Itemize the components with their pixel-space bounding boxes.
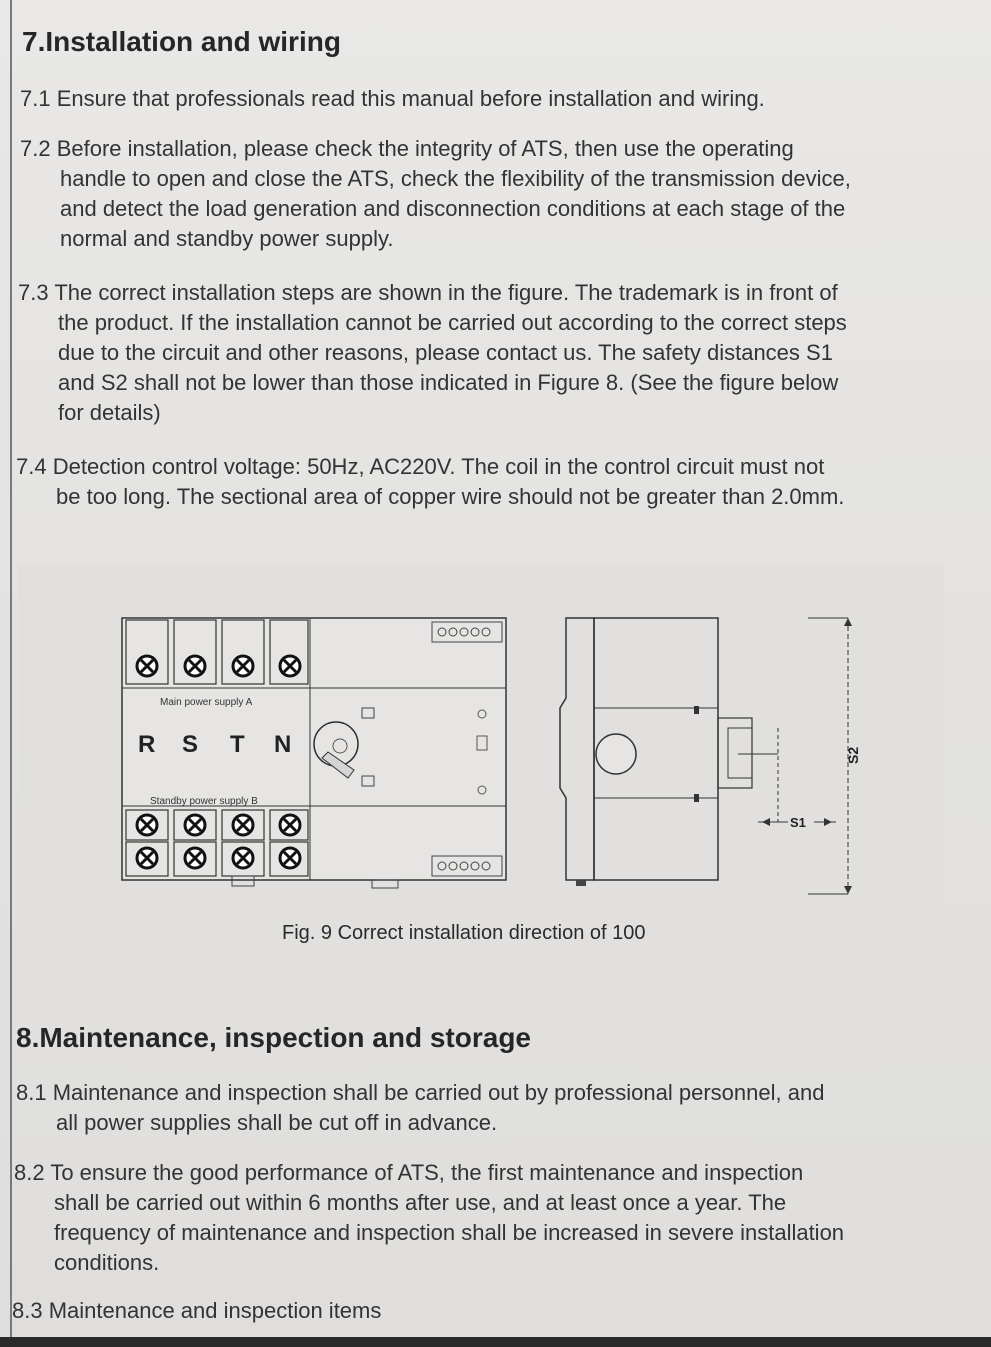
phase-s: S — [182, 731, 199, 758]
para-num: 7.1 — [20, 86, 51, 111]
para-line: normal and standby power supply. — [60, 226, 394, 251]
para-text: The correct installation steps are shown in the figure. The trademark is in front of — [54, 280, 838, 305]
para-line: for details) — [58, 400, 161, 425]
standby-power-label: Standby power supply B — [150, 796, 258, 807]
section-7-title: 7.Installation and wiring — [22, 26, 341, 57]
para-text: Ensure that professionals read this manual before installation and wiring. — [56, 86, 765, 111]
para-line: conditions. — [54, 1250, 160, 1275]
paragraph-7-3 — [18, 278, 847, 428]
para-text: Maintenance and inspection items — [48, 1298, 382, 1323]
para-text: Maintenance and inspection shall be carried out by professional personnel, and — [52, 1080, 825, 1105]
para-num: 8.2 — [14, 1160, 45, 1185]
para-line: be too long. The sectional area of copper wire should not be greater than 2.0mm. — [56, 484, 845, 509]
phase-t: T — [230, 731, 245, 758]
para-line: and detect the load generation and disconnection conditions at each stage of the — [60, 196, 846, 221]
s1-label: S1 — [790, 815, 806, 830]
paragraph-8-2 — [14, 1158, 844, 1278]
installation-figure — [18, 566, 943, 978]
para-text: Detection control voltage: 50Hz, AC220V. The coil in the control circuit must not — [52, 454, 825, 479]
para-line: frequency of maintenance and inspection shall be increased in severe installation — [54, 1220, 845, 1245]
section-8-title: 8.Maintenance, inspection and storage — [16, 1022, 532, 1053]
s2-label: S2 — [845, 746, 861, 764]
para-num: 7.4 — [16, 454, 47, 479]
paragraph-8-1 — [16, 1078, 824, 1138]
para-num: 7.2 — [20, 136, 51, 161]
para-line: and S2 shall not be lower than those indicated in Figure 8. (See the figure below — [58, 370, 839, 395]
page-bottom-shadow — [0, 1337, 991, 1347]
para-num: 8.3 — [12, 1298, 43, 1323]
figure-caption: Fig. 9 Correct installation direction of 100 — [282, 922, 646, 944]
para-num: 8.1 — [16, 1080, 47, 1105]
page-edge — [10, 0, 12, 1347]
ats-front-view — [122, 618, 506, 888]
main-power-label: Main power supply A — [160, 697, 253, 708]
paragraph-7-1 — [20, 84, 765, 114]
para-text: Before installation, please check the integrity of ATS, then use the operating — [56, 136, 794, 161]
para-line: due to the circuit and other reasons, please contact us. The safety distances S1 — [58, 340, 833, 365]
paragraph-7-2 — [20, 134, 851, 254]
para-line: shall be carried out within 6 months after use, and at least once a year. The — [54, 1190, 787, 1215]
para-line: the product. If the installation cannot be carried out according to the correct steps — [58, 310, 847, 335]
ats-side-view — [560, 618, 861, 894]
paragraph-7-4 — [16, 452, 844, 512]
phase-r: R — [138, 731, 156, 758]
paragraph-8-3 — [12, 1296, 381, 1326]
figure-panel — [18, 566, 943, 978]
para-line: all power supplies shall be cut off in advance. — [56, 1110, 498, 1135]
para-text: To ensure the good performance of ATS, the first maintenance and inspection — [50, 1160, 804, 1185]
para-line: handle to open and close the ATS, check the flexibility of the transmission device, — [60, 166, 851, 191]
para-num: 7.3 — [18, 280, 49, 305]
phase-n: N — [274, 731, 292, 758]
